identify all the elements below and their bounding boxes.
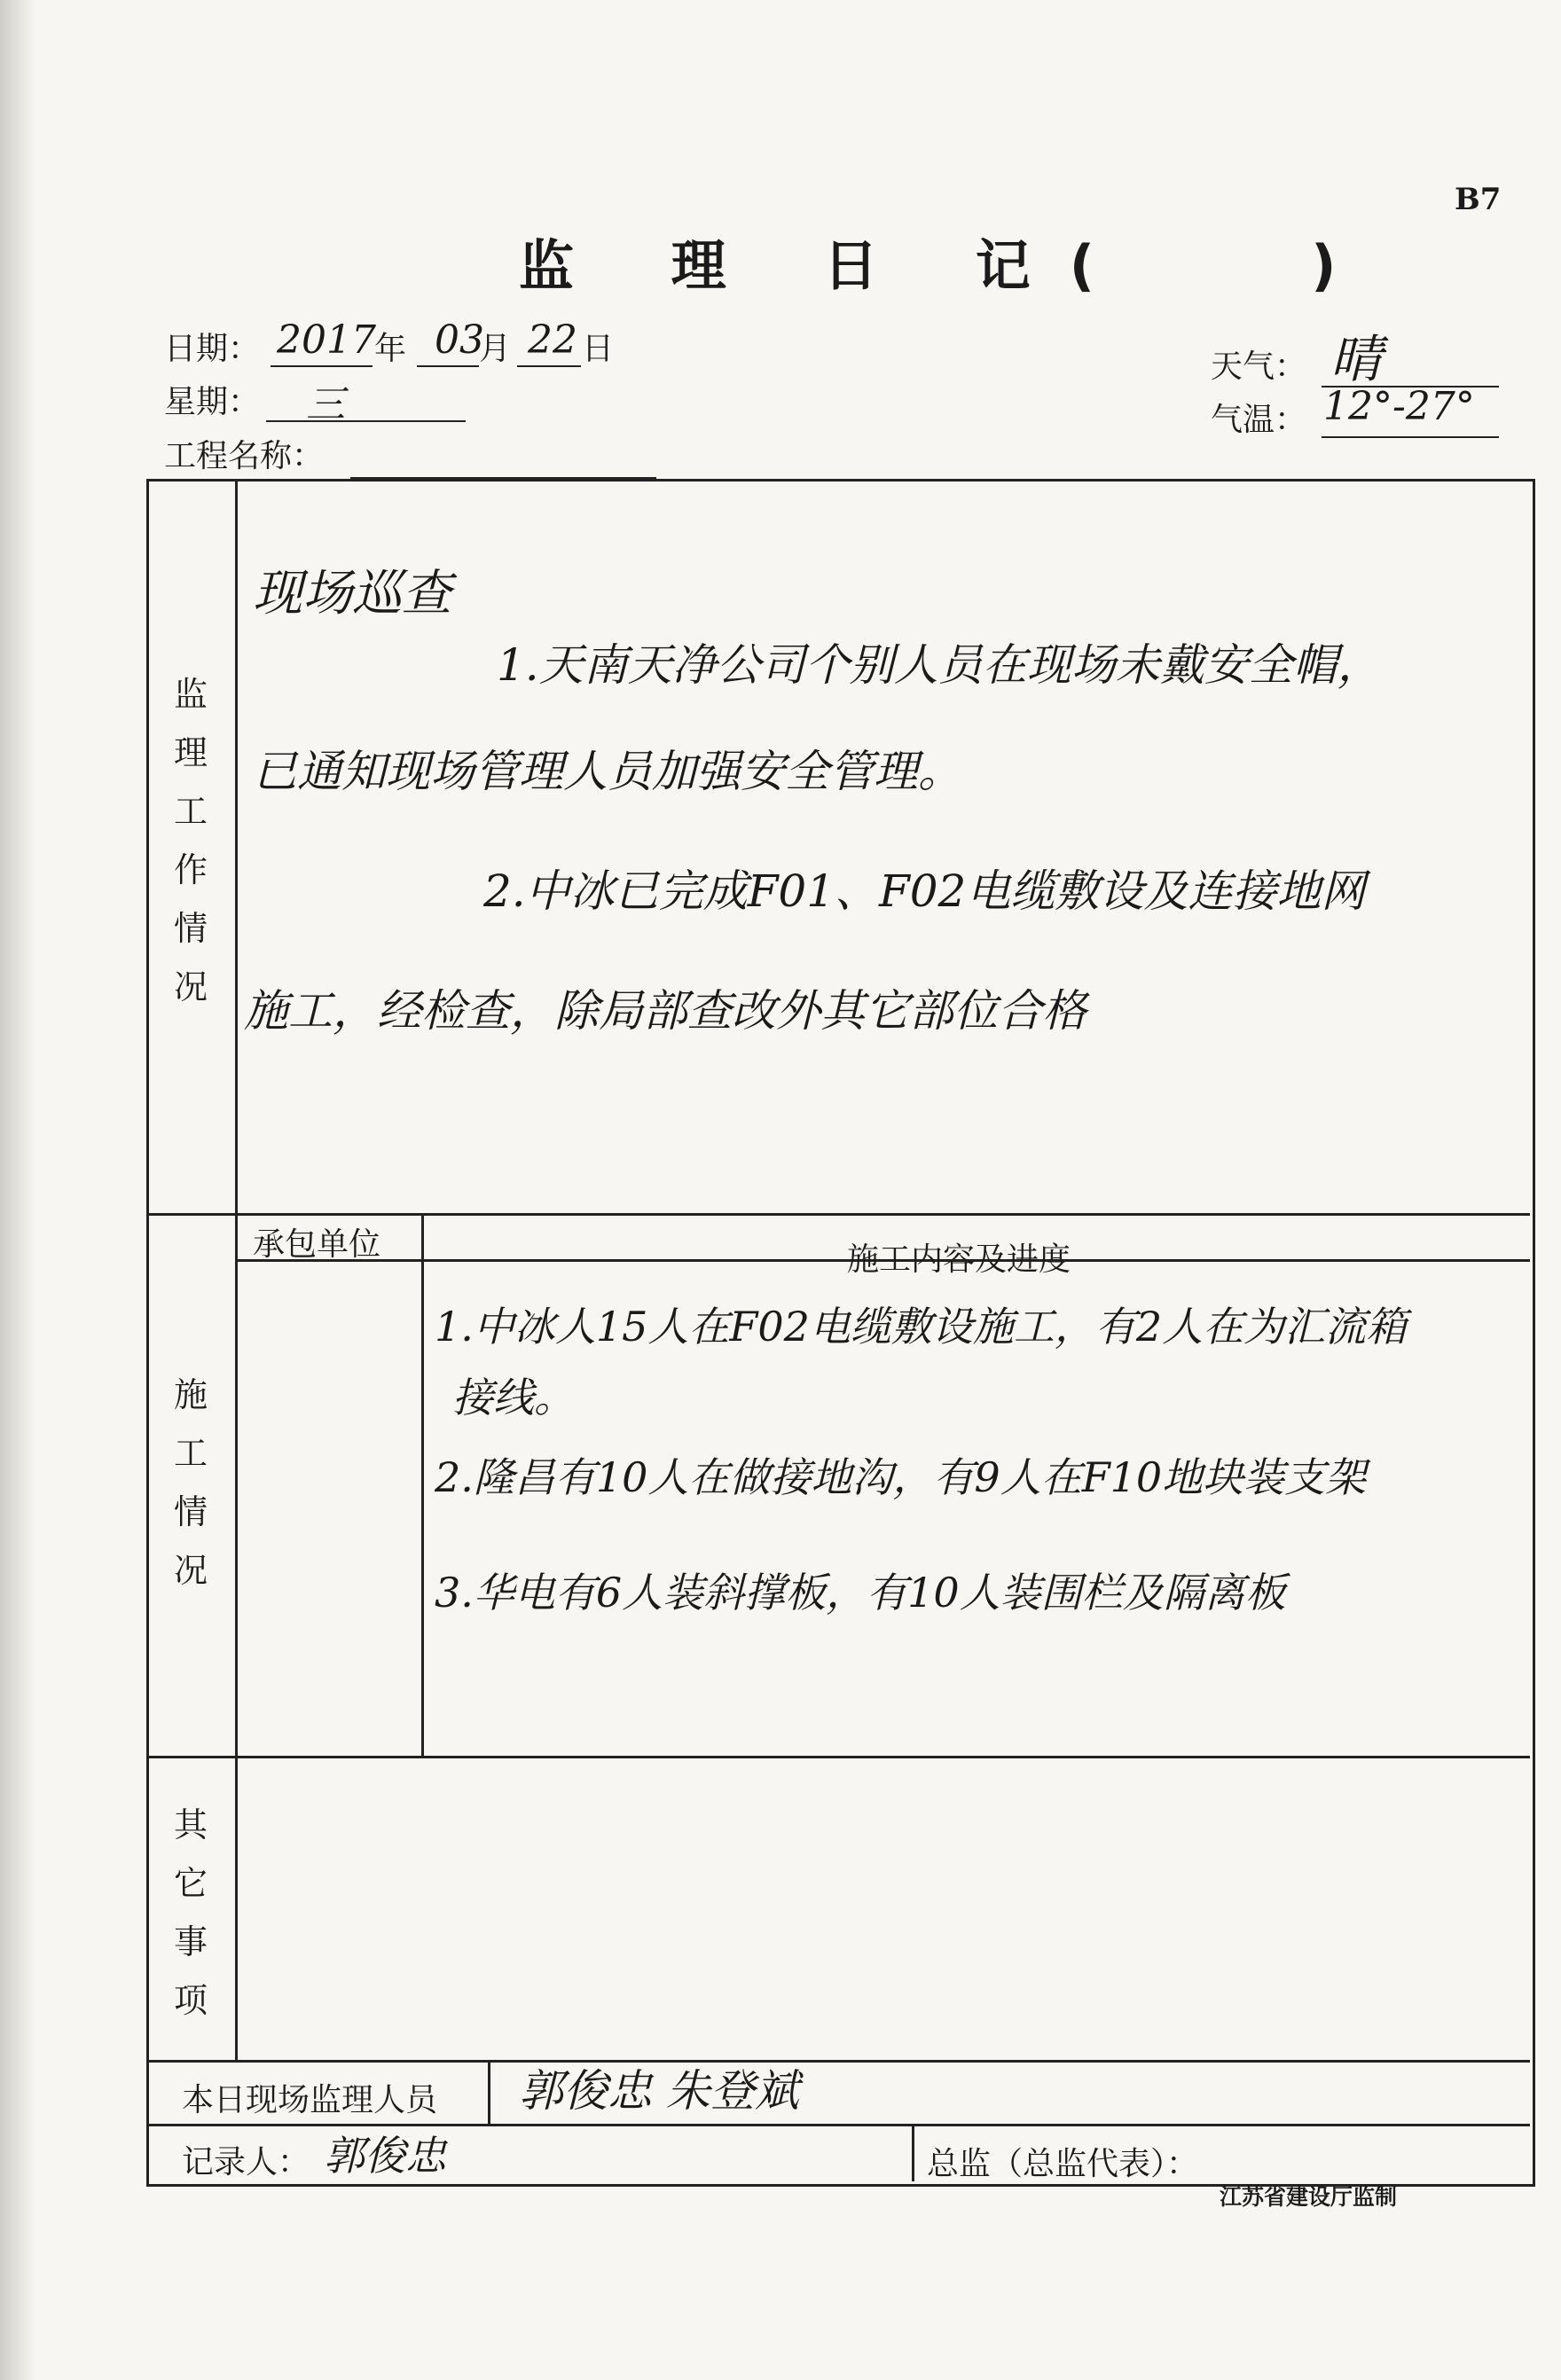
form-title-close: ) xyxy=(1311,233,1337,298)
supervision-work-label-text: 监理工作情况 xyxy=(173,675,208,1006)
construction-line-2: 接线。 xyxy=(452,1374,575,1421)
weather-value: 晴 xyxy=(1330,329,1383,389)
temperature-underline xyxy=(1322,436,1499,438)
supervision-line-1: 现场巡查 xyxy=(253,565,451,622)
recorder-label: 记录人： xyxy=(182,2144,310,2180)
weather-label: 天气： xyxy=(1211,348,1307,385)
recorder-signature: 郭俊忠 xyxy=(324,2132,446,2180)
form-title xyxy=(519,222,1336,301)
contractor-column-divider xyxy=(421,1213,424,1756)
staff-label-divider xyxy=(488,2060,490,2124)
temperature-label: 气温： xyxy=(1211,402,1307,438)
chief-supervisor-label: 总监（总监代表）： xyxy=(927,2146,1199,2182)
label-column-divider xyxy=(235,479,238,2060)
onsite-staff-label: 本日现场监理人员 xyxy=(182,2082,438,2118)
content-progress-header: 施工内容及进度 xyxy=(847,1241,1071,1278)
month-underline xyxy=(417,365,479,367)
construction-label-text: 施工情况 xyxy=(173,1375,208,1590)
date-day: 22 xyxy=(528,317,577,363)
supervision-line-4: 2.中冰已完成F01、F02电缆敷设及连接地网 xyxy=(483,865,1366,917)
onsite-staff-signatures: 郭俊忠 朱登斌 xyxy=(519,2065,799,2117)
form-title-text: 监 理 日 记( xyxy=(519,233,1134,298)
supervision-line-5: 施工，经检查，除局部查改外其它部位合格 xyxy=(244,985,1086,1037)
weekday-label: 星期： xyxy=(164,384,261,420)
issuer-footer: 江苏省建设厅监制 xyxy=(1220,2184,1398,2210)
date-label: 日期： xyxy=(164,331,261,367)
date-month: 03 xyxy=(435,317,484,363)
year-underline xyxy=(271,365,373,367)
weekday-value: 三 xyxy=(306,382,345,427)
contractor-header: 承包单位 xyxy=(253,1226,381,1263)
temperature-value: 12°-27° xyxy=(1323,384,1475,429)
month-unit: 月 xyxy=(479,331,512,367)
supervision-line-3: 已通知现场管理人员加强安全管理。 xyxy=(253,746,962,797)
construction-label xyxy=(169,1366,213,1600)
day-unit: 日 xyxy=(582,331,615,367)
supervision-line-2: 1.天南天净公司个别人员在现场未戴安全帽， xyxy=(497,639,1382,691)
other-items-label-text: 其它事项 xyxy=(173,1805,208,2020)
recorder-divider xyxy=(912,2124,914,2181)
other-bottom-rule xyxy=(146,2060,1530,2063)
project-name-label: 工程名称： xyxy=(164,438,325,474)
weekday-underline xyxy=(266,420,466,422)
construction-bottom-rule xyxy=(146,1756,1530,1758)
supervision-bottom-rule xyxy=(146,1213,1530,1216)
page-edge-shadow xyxy=(0,0,35,2380)
year-unit: 年 xyxy=(374,331,407,367)
supervision-work-label xyxy=(169,665,213,1016)
date-year: 2017 xyxy=(277,317,376,363)
construction-line-1: 1.中冰人15人在F02电缆敷设施工，有2人在为汇流箱 xyxy=(435,1303,1408,1350)
construction-line-3: 2.隆昌有10人在做接地沟，有9人在F10地块装支架 xyxy=(435,1453,1367,1501)
form-code: B7 xyxy=(1455,182,1502,217)
construction-line-4: 3.华电有6人装斜撑板，有10人装围栏及隔离板 xyxy=(435,1569,1286,1617)
day-underline xyxy=(517,365,581,367)
other-items-label xyxy=(169,1796,213,2030)
